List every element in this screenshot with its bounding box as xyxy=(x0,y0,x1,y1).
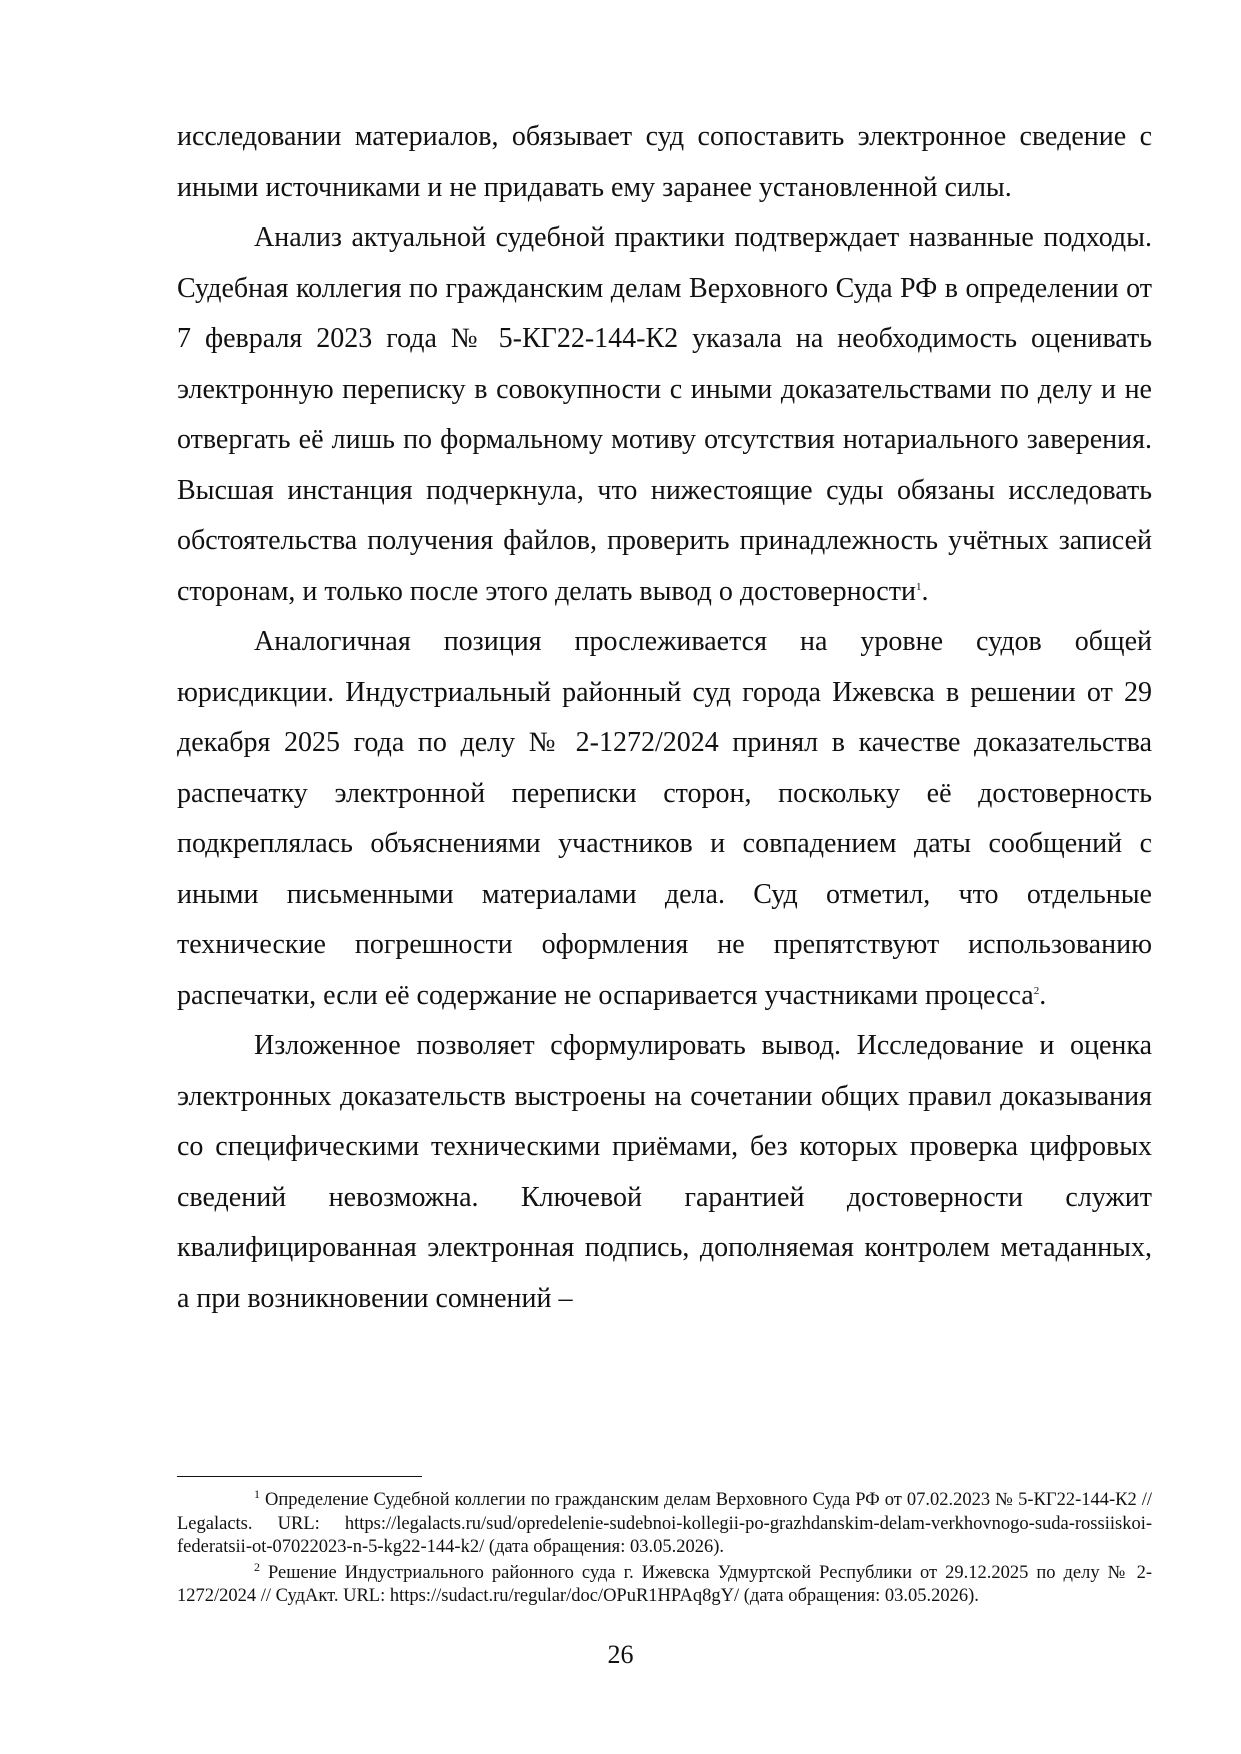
footnote-1-text: Определение Судебной коллегии по гражданским делам Верховного Суда РФ от 07.02.2023 № 5-КГ22-144-К2 // Legalacts. URL: https://legalacts.ru/sud/opredelenie-sudebnoi-kollegii-po-grazhdanskim-delam-verkhovnogo-suda-rossiiskoi-federatsii-ot-07022023-n-5-kg22-144-k2/ (дата обращения: 03.05.2026). xyxy=(177,1490,1152,1557)
paragraph-1 xyxy=(177,112,1152,213)
paragraph-3: Аналогичная позиция прослеживается на уровне судов общей юрисдикции. Индустриальный районный суд города Ижевска в решении от 29 декабря 2025 года по делу № 2-1272/2024 принял в качестве доказательства распечатку электронной переписки сторон, поскольку её достоверность подкреплялась объяснениями участников и совпадением даты сообщений с иными письменными материалами дела. Суд отметил, что отдельные технические погрешности оформления не препятствуют использованию распечатки, если её содержание не оспаривается участниками процесса$^2$. xyxy=(177,626,1152,1011)
footnote-ref-1[interactable]: 1 xyxy=(915,580,922,593)
footnote-2-number: 2 xyxy=(254,1559,260,1574)
paragraph-2-text: Анализ актуальной судебной практики подтверждает названные подходы. Судебная коллегия по гражданским делам Верховного Суда РФ в определении от 7 февраля 2023 года № 5-КГ22-144-К2 указала на необходимость оценивать электронную переписку в совокупности с иными доказательствами по делу и не отвергать её лишь по формальному мотиву отсутствия нотариального заверения. Высшая инстанция подчеркнула, что нижестоящие суды обязаны исследовать обстоятельства получения файлов, проверить принадлежность учётных записей сторонам, и только после этого делать вывод о достоверности xyxy=(177,222,1152,607)
paragraph-1-text: исследовании материалов, обязывает суд сопоставить электронное сведение с иными источниками и не придавать ему заранее установленной силы. xyxy=(177,121,1152,203)
paragraph-3-text: Аналогичная позиция прослеживается на уровне судов общей юрисдикции. Индустриальный районный суд города Ижевска в решении от 29 декабря 2025 года по делу № 2-1272/2024 принял в качестве доказательства распечатку электронной переписки сторон, поскольку её достоверность подкреплялась объяснениями участников и совпадением даты сообщений с иными письменными материалами дела. Суд отметил, что отдельные технические погрешности оформления не препятствуют использованию распечатки, если её содержание не оспаривается участниками процесса xyxy=(177,626,1152,1011)
footnote-1 xyxy=(177,1489,1152,1560)
paragraph-4 xyxy=(177,1021,1152,1324)
paragraph-4-text: Изложенное позволяет сформулировать вывод. Исследование и оценка электронных доказательств выстроены на сочетании общих правил доказывания со специфическими техническими приёмами, без которых проверка цифровых сведений невозможна. Ключевой гарантией достоверности служит квалифицированная электронная подпись, дополняемая контролем метаданных, а при возникновении сомнений – xyxy=(177,1030,1152,1314)
footnote-2 xyxy=(177,1559,1152,1609)
footnote-1-number: 1 xyxy=(254,1487,260,1501)
footnotes-section xyxy=(177,1476,1152,1611)
page-number: 26 xyxy=(607,1640,634,1669)
page-body xyxy=(177,112,1152,1324)
footnote-2-text: Решение Индустриального районного суда г. Ижевска Удмуртской Республики от 29.12.2025 по делу № 2-1272/2024 // СудАкт. URL: https://sudact.ru/regular/doc/OPuR1HPAq8gY/ (дата обращения: 03.05.2026). xyxy=(177,1562,1152,1606)
footnote-separator xyxy=(177,1476,422,1477)
footnote-ref-2[interactable]: 2 xyxy=(1033,984,1040,997)
paragraph-2: Анализ актуальной судебной практики подтверждает названные подходы. Судебная коллегия по гражданским делам Верховного Суда РФ в определении от 7 февраля 2023 года № 5-КГ22-144-К2 указала на необходимость оценивать электронную переписку в совокупности с иными доказательствами по делу и не отвергать её лишь по формальному мотиву отсутствия нотариального заверения. Высшая инстанция подчеркнула, что нижестоящие суды обязаны исследовать обстоятельства получения файлов, проверить принадлежность учётных записей сторонам, и только после этого делать вывод о достоверности$^1$. xyxy=(177,222,1152,607)
